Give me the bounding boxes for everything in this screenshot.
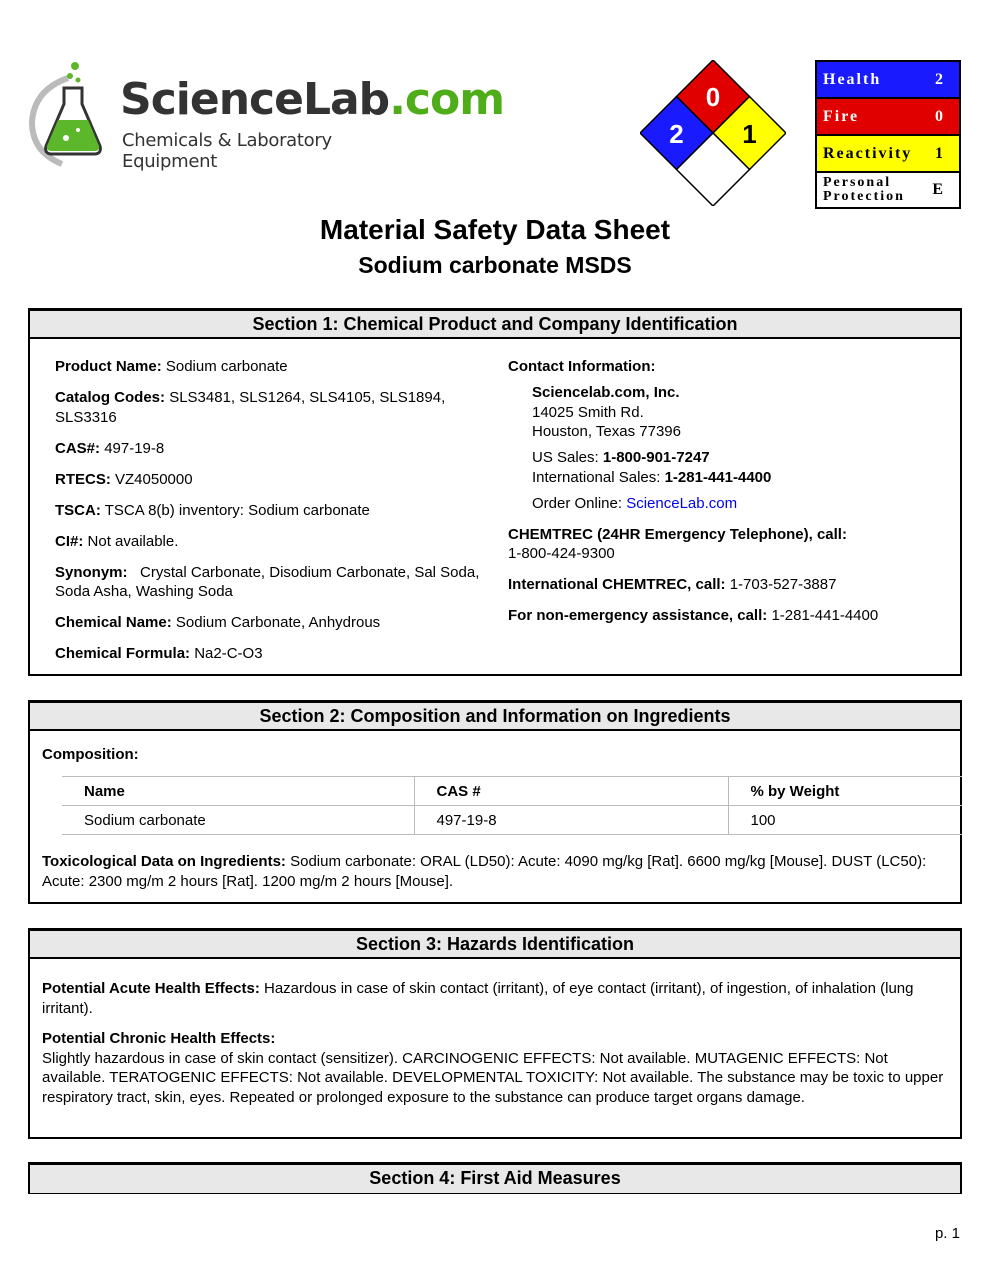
nfpa-fire: 0 xyxy=(705,82,721,112)
company-name: Sciencelab.com, Inc. xyxy=(532,384,680,401)
address-line-1: 14025 Smith Rd. xyxy=(532,403,644,421)
section-1 xyxy=(28,308,962,676)
section-2 xyxy=(28,700,962,904)
chemtrec: CHEMTREC (24HR Emergency Telephone), call: 1-800-424-9300 xyxy=(508,525,847,562)
catalog-codes: Catalog Codes: SLS3481, SLS1264, SLS4105, SLS1894, SLS3316 xyxy=(55,389,446,426)
toxicological-data: Toxicological Data on Ingredients: Sodium carbonate: ORAL (LD50): Acute: 4090 mg/kg [Rat]. 6600 mg/kg [Mouse]. DUST (LC50): Acute: 2300 mg/m 2 hours [Rat]. 1200 mg/m 2 hours [Mouse]. xyxy=(42,853,927,890)
table-header: % by Weight xyxy=(728,777,962,806)
us-sales: US Sales: 1-800-901-7247 xyxy=(532,449,710,466)
product-info xyxy=(55,357,485,675)
table-cell: 497-19-8 xyxy=(414,806,728,835)
hazards-body xyxy=(42,979,952,1107)
table-cell: Sodium carbonate xyxy=(62,806,414,835)
section-3-heading: Section 3: Hazards Identification xyxy=(30,931,960,959)
order-online: Order Online: ScienceLab.com xyxy=(532,494,738,512)
table-row xyxy=(62,806,962,835)
nfpa-reactivity: 1 xyxy=(742,119,757,149)
tsca: TSCA: TSCA 8(b) inventory: Sodium carbonate xyxy=(55,501,370,519)
page-title: Material Safety Data Sheet xyxy=(319,214,671,245)
hmis-health-row: Health 2 xyxy=(817,62,959,99)
nfpa-health: 2 xyxy=(669,119,684,149)
nfpa-diamond xyxy=(640,60,786,206)
brand-name: ScienceLab.com xyxy=(120,74,505,125)
chemical-name: Chemical Name: Sodium Carbonate, Anhydrous xyxy=(55,614,381,631)
hmis-label xyxy=(815,60,961,209)
table-header: Name xyxy=(62,777,414,806)
flask-icon xyxy=(28,60,120,170)
table-header: CAS # xyxy=(414,777,728,806)
company-address xyxy=(508,383,948,513)
rtecs: RTECS: VZ4050000 xyxy=(55,470,193,488)
page-subtitle: Sodium carbonate MSDS xyxy=(358,252,632,278)
order-online-link[interactable]: ScienceLab.com xyxy=(626,494,738,512)
table-cell: 100 xyxy=(728,806,962,835)
acute-effects: Potential Acute Health Effects: Hazardous in case of skin contact (irritant), of eye contact (irritant), of ingestion, of inhalation (lung irritant). xyxy=(42,980,914,1017)
contact-info xyxy=(508,357,948,637)
hmis-ppe-row: Personal Protection E xyxy=(817,173,959,207)
contact-label: Contact Information: xyxy=(508,358,656,375)
cas-number: CAS#: 497-19-8 xyxy=(55,439,165,457)
hmis-reactivity-row: Reactivity 1 xyxy=(817,136,959,173)
intl-sales: International Sales: 1-281-441-4400 xyxy=(532,468,772,486)
chemical-formula: Chemical Formula: Na2-C-O3 xyxy=(55,645,263,662)
sciencelab-logo xyxy=(28,60,505,172)
ci-number: CI#: Not available. xyxy=(55,532,179,550)
synonym: Synonym: Crystal Carbonate, Disodium Carbonate, Sal Soda, Soda Asha, Washing Soda xyxy=(55,563,480,600)
section-3 xyxy=(28,928,962,1139)
product-name: Product Name: Sodium carbonate xyxy=(55,358,288,375)
composition-table xyxy=(62,776,962,835)
address-line-2: Houston, Texas 77396 xyxy=(532,423,681,440)
section-1-heading: Section 1: Chemical Product and Company Identification xyxy=(30,311,960,339)
section-2-heading: Section 2: Composition and Information on Ingredients xyxy=(30,703,960,731)
composition-label: Composition: xyxy=(42,746,139,763)
brand-tagline: Chemicals & Laboratory Equipment xyxy=(122,130,332,172)
page-number: p. 1 xyxy=(934,1225,960,1242)
hmis-fire-row: Fire 0 xyxy=(817,99,959,136)
table-header-row xyxy=(62,777,962,806)
intl-chemtrec: International CHEMTREC, call: 1-703-527-3887 xyxy=(508,576,837,593)
section-4-heading: Section 4: First Aid Measures xyxy=(30,1165,960,1193)
section-4 xyxy=(28,1162,962,1194)
non-emergency: For non-emergency assistance, call: 1-281-441-4400 xyxy=(508,607,879,624)
chronic-effects: Potential Chronic Health Effects: Slightly hazardous in case of skin contact (sensitizer). CARCINOGENIC EFFECTS: Not available. MUTAGENIC EFFECTS: Not available. TERATOGENIC EFFECTS: Not available. DEVELOPMENTAL TOXICITY: Not available. The substance may be toxic to upper respiratory tract, skin, eyes. Repeated or prolonged exposure to the substance can produce target organs damage. xyxy=(42,1030,944,1106)
